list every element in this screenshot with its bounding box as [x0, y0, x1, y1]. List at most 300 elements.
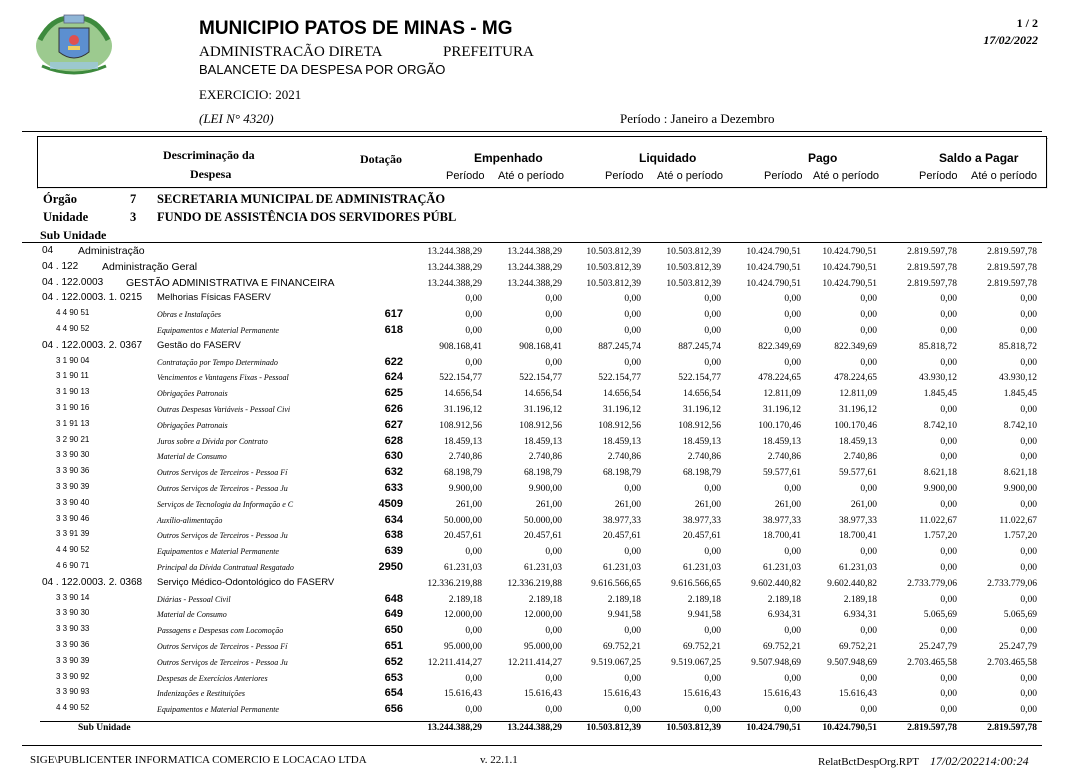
row-value: 15.616,43 — [444, 689, 482, 700]
row-value: 18.459,13 — [763, 436, 801, 447]
row-value: 0,00 — [784, 294, 801, 305]
row-code: 3 3 90 46 — [56, 513, 90, 523]
row-value: 0,00 — [704, 547, 721, 558]
row-value: 9.519.067,25 — [671, 657, 721, 668]
row-value: 12.000,00 — [524, 610, 562, 621]
header-divider — [22, 131, 1042, 132]
row-value: 0,00 — [860, 310, 877, 321]
row-value: 0,00 — [784, 484, 801, 494]
row-value: 0,00 — [1020, 499, 1037, 510]
row-description: Passagens e Despesas com Locomoção — [157, 626, 284, 636]
row-value: 68.198,79 — [444, 468, 482, 479]
row-value: 100.170,46 — [834, 420, 877, 431]
row-value: 261,00 — [694, 499, 721, 510]
row-value: 13.244.388,29 — [427, 278, 482, 289]
row-value: 10.503.812,39 — [586, 247, 641, 257]
row-value: 61.231,03 — [603, 563, 641, 573]
row-value: 8.621,18 — [1003, 468, 1037, 479]
row-value: 61.231,03 — [763, 563, 801, 573]
row-value: 0,00 — [624, 547, 641, 558]
row-value: 0,00 — [940, 405, 957, 415]
row-dotacao: 622 — [384, 355, 403, 368]
row-value: 0,00 — [940, 294, 957, 305]
unidade-name: FUNDO DE ASSISTÊNCIA DOS SERVIDORES PÚBL — [157, 210, 457, 224]
row-value: 14.656,54 — [683, 389, 721, 400]
row-description: Diárias - Pessoal Civil — [157, 594, 231, 604]
total-value: 10.424.790,51 — [746, 723, 801, 733]
row-value: 12.811,09 — [763, 389, 801, 400]
row-value: 0,00 — [465, 326, 482, 336]
row-value: 0,00 — [940, 673, 957, 684]
total-value: 13.244.388,29 — [427, 723, 482, 733]
row-value: 261,00 — [535, 499, 562, 510]
row-value: 25.247,79 — [999, 642, 1037, 652]
row-value: 14.656,54 — [603, 389, 641, 400]
row-description: Outras Despesas Variáveis - Pessoal Civi — [157, 405, 291, 414]
row-value: 1.757,20 — [1003, 531, 1037, 542]
sub-unidade-label: Sub Unidade — [40, 228, 107, 242]
row-value: 908.168,41 — [439, 341, 482, 352]
row-value: 2.819.597,78 — [987, 247, 1037, 257]
row-value: 38.977,33 — [683, 515, 721, 526]
col-descr-1: Descriminação da — [163, 148, 255, 162]
row-value: 2.819.597,78 — [987, 262, 1037, 273]
row-value: 13.244.388,29 — [427, 247, 482, 257]
report-date: 17/02/2022 — [983, 33, 1038, 47]
row-value: 12.211.414,27 — [427, 657, 482, 668]
row-value: 9.900,00 — [448, 484, 482, 494]
row-value: 0,00 — [545, 547, 562, 558]
row-value: 10.424.790,51 — [746, 247, 801, 257]
row-description: Material de Consumo — [157, 452, 227, 462]
row-value: 0,00 — [704, 484, 721, 494]
row-value: 0,00 — [784, 310, 801, 321]
row-value: 10.503.812,39 — [666, 278, 721, 289]
row-code: 04 — [42, 245, 54, 256]
row-value: 85.818,72 — [919, 341, 957, 352]
total-value: 13.244.388,29 — [507, 723, 562, 733]
row-value: 261,00 — [774, 499, 801, 510]
row-value: 908.168,41 — [519, 341, 562, 352]
row-value: 9.616.566,65 — [591, 578, 641, 589]
unidade-label: Unidade — [43, 210, 89, 224]
col-dotacao: Dotação — [360, 152, 402, 166]
row-code: 3 3 90 36 — [56, 466, 90, 476]
row-value: 43.930,12 — [919, 373, 957, 384]
row-value: 0,00 — [784, 357, 801, 368]
row-value: 522.154,77 — [598, 373, 641, 384]
row-value: 9.900,00 — [528, 484, 562, 494]
row-code: 3 1 90 16 — [56, 403, 90, 412]
row-value: 18.459,13 — [839, 436, 877, 447]
row-value: 0,00 — [1020, 689, 1037, 700]
row-value: 61.231,03 — [683, 563, 721, 573]
row-value: 0,00 — [1020, 563, 1037, 573]
balancete-label: BALANCETE DA DESPESA POR ORGÃO — [199, 62, 446, 77]
row-code: 3 3 90 30 — [56, 608, 90, 618]
row-value: 0,00 — [860, 484, 877, 494]
row-value: 108.912,56 — [678, 420, 721, 431]
row-value: 0,00 — [624, 326, 641, 336]
row-dotacao: 633 — [384, 482, 403, 494]
row-value: 1.845,45 — [1003, 389, 1037, 400]
row-value: 0,00 — [860, 326, 877, 336]
row-value: 9.507.948,69 — [827, 657, 877, 668]
orgao-label: Órgão — [43, 192, 78, 206]
row-value: 95.000,00 — [444, 642, 482, 652]
row-code: 3 3 90 36 — [56, 640, 90, 649]
row-value: 1.757,20 — [923, 531, 957, 542]
row-value: 18.459,13 — [683, 436, 721, 447]
row-value: 0,00 — [860, 294, 877, 305]
row-value: 478.224,65 — [758, 373, 801, 384]
row-value: 0,00 — [940, 452, 957, 463]
footer-company: SIGE\PUBLICENTER INFORMATICA COMERCIO E LOCACAO LTDA — [30, 754, 367, 766]
row-value: 5.065,69 — [923, 610, 957, 621]
row-value: 0,00 — [1020, 436, 1037, 447]
subcol-emp-ate: Até o período — [498, 170, 565, 182]
row-dotacao: 653 — [384, 671, 403, 684]
coat-of-arms-icon — [32, 10, 116, 78]
row-description: GESTÃO ADMINISTRATIVA E FINANCEIRA — [126, 276, 335, 289]
row-value: 0,00 — [784, 673, 801, 684]
row-code: 3 3 90 93 — [56, 687, 90, 697]
row-value: 2.819.597,78 — [987, 278, 1037, 289]
row-value: 12.211.414,27 — [507, 657, 562, 668]
row-description: Administração Geral — [102, 260, 198, 273]
row-value: 261,00 — [850, 499, 877, 510]
row-value: 887.245,74 — [678, 341, 721, 352]
row-code: 04 . 122.0003. 2. 0367 — [42, 339, 143, 351]
row-value: 10.503.812,39 — [586, 278, 641, 289]
total-value: 10.503.812,39 — [586, 723, 641, 733]
row-value: 0,00 — [1020, 294, 1037, 305]
row-value: 0,00 — [465, 357, 482, 368]
row-dotacao: 639 — [384, 545, 403, 558]
row-code: 3 3 91 39 — [56, 529, 90, 539]
row-value: 68.198,79 — [603, 468, 641, 479]
row-dotacao: 628 — [384, 434, 403, 447]
row-description: Gestão do FASERV — [157, 339, 241, 351]
row-value: 0,00 — [860, 547, 877, 558]
unidade-number: 3 — [130, 210, 137, 224]
row-value: 6.934,31 — [843, 610, 877, 621]
row-value: 0,00 — [1020, 547, 1037, 558]
row-value: 2.819.597,78 — [907, 262, 957, 273]
row-value: 15.616,43 — [603, 689, 641, 700]
row-value: 69.752,21 — [763, 642, 801, 652]
row-value: 43.930,12 — [999, 373, 1037, 384]
row-value: 2.189,18 — [767, 594, 801, 605]
row-value: 100.170,46 — [758, 420, 801, 431]
row-value: 0,00 — [940, 705, 957, 716]
row-value: 887.245,74 — [598, 341, 641, 352]
row-value: 25.247,79 — [919, 642, 957, 652]
row-code: 3 3 90 40 — [56, 497, 90, 507]
row-description: Obrigações Patronais — [157, 420, 228, 430]
row-value: 14.656,54 — [444, 389, 482, 400]
row-value: 2.740,86 — [687, 452, 721, 463]
row-value: 20.457,61 — [603, 531, 641, 542]
administracao-label: ADMINISTRACÃO DIRETA — [199, 44, 383, 60]
row-value: 108.912,56 — [519, 420, 562, 431]
row-value: 0,00 — [704, 673, 721, 684]
row-value: 0,00 — [784, 326, 801, 336]
row-value: 0,00 — [940, 357, 957, 368]
col-empenhado: Empenhado — [474, 151, 543, 165]
footer-report: RelatBctDespOrg.RPT — [818, 756, 919, 768]
row-value: 31.196,12 — [603, 405, 641, 415]
row-value: 0,00 — [1020, 452, 1037, 463]
row-value: 11.022,67 — [999, 515, 1037, 526]
row-value: 50.000,00 — [524, 515, 562, 526]
row-value: 13.244.388,29 — [507, 262, 562, 273]
row-value: 18.459,13 — [603, 436, 641, 447]
row-value: 0,00 — [465, 705, 482, 716]
row-value: 0,00 — [860, 357, 877, 368]
row-value: 15.616,43 — [683, 689, 721, 700]
row-value: 69.752,21 — [839, 642, 877, 652]
row-value: 12.336.219,88 — [507, 578, 562, 589]
row-value: 0,00 — [545, 326, 562, 336]
row-value: 18.459,13 — [524, 436, 562, 447]
row-value: 0,00 — [465, 294, 482, 305]
footer-divider — [22, 745, 1042, 746]
row-value: 0,00 — [704, 310, 721, 321]
row-value: 9.941,58 — [687, 610, 721, 621]
row-value: 0,00 — [624, 626, 641, 637]
row-dotacao: 4509 — [378, 497, 403, 510]
row-dotacao: 626 — [384, 403, 403, 415]
orgao-number: 7 — [130, 192, 137, 206]
row-description: Obras e Instalações — [157, 310, 221, 320]
row-value: 522.154,77 — [439, 373, 482, 384]
row-value: 2.740,86 — [448, 452, 482, 463]
row-value: 11.022,67 — [919, 515, 957, 526]
exercicio-label: EXERCICIO: 2021 — [199, 87, 302, 102]
row-value: 0,00 — [624, 673, 641, 684]
row-value: 9.900,00 — [1003, 484, 1037, 494]
row-dotacao: 650 — [384, 624, 403, 637]
row-value: 61.231,03 — [524, 563, 562, 573]
table-top-divider — [22, 242, 1042, 243]
row-code: 4 4 90 52 — [56, 703, 90, 713]
row-value: 10.503.812,39 — [666, 247, 721, 257]
row-value: 13.244.388,29 — [507, 278, 562, 289]
row-value: 2.740,86 — [607, 452, 641, 463]
row-value: 0,00 — [940, 310, 957, 321]
row-value: 0,00 — [704, 705, 721, 716]
row-value: 108.912,56 — [439, 420, 482, 431]
row-value: 9.616.566,65 — [671, 578, 721, 589]
row-dotacao: 2950 — [378, 561, 403, 573]
row-description: Administração — [78, 245, 145, 257]
row-value: 20.457,61 — [524, 531, 562, 542]
row-value: 0,00 — [545, 626, 562, 637]
row-value: 0,00 — [940, 547, 957, 558]
row-dotacao: 652 — [384, 655, 403, 668]
col-liquidado: Liquidado — [639, 151, 697, 165]
row-value: 2.740,86 — [843, 452, 877, 463]
row-value: 68.198,79 — [524, 468, 562, 479]
row-value: 12.811,09 — [839, 389, 877, 400]
row-dotacao: 618 — [384, 324, 403, 336]
row-value: 6.934,31 — [767, 610, 801, 621]
row-value: 0,00 — [545, 673, 562, 684]
row-code: 3 1 90 13 — [56, 387, 90, 397]
total-value: 2.819.597,78 — [987, 723, 1037, 733]
row-value: 0,00 — [624, 294, 641, 305]
row-description: Outros Serviços de Terceiros - Pessoa Fí — [157, 642, 288, 651]
row-value: 9.519.067,25 — [591, 657, 641, 668]
row-value: 50.000,00 — [444, 515, 482, 526]
row-value: 0,00 — [465, 547, 482, 558]
row-value: 0,00 — [860, 705, 877, 716]
row-code: 4 4 90 52 — [56, 324, 90, 333]
row-value: 31.196,12 — [524, 405, 562, 415]
row-value: 1.845,45 — [923, 389, 957, 400]
row-dotacao: 625 — [384, 387, 403, 400]
row-description: Serviço Médico-Odontológico do FASERV — [157, 576, 335, 588]
subcol-saldo-ate: Até o período — [971, 170, 1038, 182]
row-value: 0,00 — [465, 673, 482, 684]
row-value: 10.424.790,51 — [822, 262, 877, 273]
row-value: 31.196,12 — [683, 405, 721, 415]
orgao-name: SECRETARIA MUNICIPAL DE ADMINISTRAÇÃO — [157, 192, 446, 206]
row-value: 0,00 — [704, 626, 721, 637]
row-description: Serviços de Tecnologia da Informação e C — [157, 499, 294, 509]
row-code: 04 . 122.0003 — [42, 276, 104, 288]
row-value: 0,00 — [784, 547, 801, 558]
row-code: 3 3 90 30 — [56, 450, 90, 460]
row-value: 261,00 — [614, 499, 641, 510]
row-value: 2.189,18 — [687, 594, 721, 605]
row-value: 10.424.790,51 — [746, 262, 801, 273]
page-number: 1 / 2 — [1016, 16, 1038, 30]
row-code: 3 3 90 14 — [56, 592, 90, 602]
row-value: 9.507.948,69 — [751, 657, 801, 668]
row-description: Indenizações e Restituições — [157, 689, 245, 699]
row-value: 12.000,00 — [444, 610, 482, 621]
row-value: 69.752,21 — [683, 642, 721, 652]
row-value: 261,00 — [455, 499, 482, 510]
row-value: 2.733.779,06 — [907, 578, 957, 589]
row-value: 18.700,41 — [763, 531, 801, 542]
row-value: 61.231,03 — [444, 563, 482, 573]
footer-version: v. 22.1.1 — [480, 754, 518, 766]
row-value: 2.819.597,78 — [907, 278, 957, 289]
row-value: 0,00 — [940, 436, 957, 447]
row-code: 3 3 90 33 — [56, 624, 90, 634]
subcol-liq-ate: Até o período — [657, 170, 724, 182]
row-value: 9.602.440,82 — [827, 578, 877, 589]
row-value: 18.700,41 — [839, 531, 877, 542]
row-value: 85.818,72 — [999, 341, 1037, 352]
row-value: 15.616,43 — [524, 689, 562, 700]
row-value: 8.742,10 — [923, 420, 957, 431]
row-value: 0,00 — [1020, 326, 1037, 336]
row-description: Auxílio-alimentação — [157, 515, 223, 525]
row-description: Despesas de Exercícios Anteriores — [157, 673, 268, 683]
row-value: 0,00 — [940, 326, 957, 336]
row-value: 5.065,69 — [1003, 610, 1037, 621]
row-value: 0,00 — [940, 689, 957, 700]
row-dotacao: 634 — [384, 513, 403, 526]
row-value: 8.621,18 — [923, 468, 957, 479]
row-value: 2.189,18 — [528, 594, 562, 605]
row-value: 0,00 — [860, 673, 877, 684]
row-value: 69.752,21 — [603, 642, 641, 652]
row-value: 0,00 — [1020, 310, 1037, 321]
row-dotacao: 617 — [384, 308, 403, 321]
row-value: 0,00 — [465, 626, 482, 637]
row-value: 38.977,33 — [763, 515, 801, 526]
subcol-emp-periodo: Período — [446, 170, 485, 182]
row-value: 9.602.440,82 — [751, 578, 801, 589]
col-pago: Pago — [808, 151, 838, 165]
row-description: Outros Serviços de Terceiros - Pessoa Ju — [157, 657, 288, 667]
total-value: 10.503.812,39 — [666, 723, 721, 733]
row-code: 3 1 90 04 — [56, 355, 90, 365]
row-value: 108.912,56 — [598, 420, 641, 431]
row-value: 2.703.465,58 — [987, 657, 1037, 668]
row-value: 61.231,03 — [839, 563, 877, 573]
row-value: 10.424.790,51 — [746, 278, 801, 289]
row-value: 478.224,65 — [834, 373, 877, 384]
row-value: 15.616,43 — [839, 689, 877, 700]
total-value: 2.819.597,78 — [907, 723, 957, 733]
row-value: 0,00 — [624, 357, 641, 368]
row-value: 822.349,69 — [834, 341, 877, 352]
row-dotacao: 649 — [384, 608, 403, 621]
row-value: 14.656,54 — [524, 389, 562, 400]
row-code: 04 . 122.0003. 2. 0368 — [42, 576, 143, 588]
row-value: 0,00 — [1020, 357, 1037, 368]
row-description: Outros Serviços de Terceiros - Pessoa Ju — [157, 484, 288, 493]
row-code: 4 6 90 71 — [56, 561, 90, 570]
footer-stamp: 17/02/202214:00:24 — [930, 754, 1029, 768]
row-value: 0,00 — [624, 705, 641, 716]
row-value: 9.941,58 — [607, 610, 641, 621]
row-value: 10.503.812,39 — [666, 262, 721, 273]
row-description: Obrigações Patronais — [157, 389, 228, 399]
total-divider — [40, 721, 1042, 722]
row-code: 04 . 122.0003. 1. 0215 — [42, 292, 143, 304]
subcol-liq-periodo: Período — [605, 170, 644, 182]
row-value: 12.336.219,88 — [427, 578, 482, 589]
total-label: Sub Unidade — [78, 723, 131, 733]
row-code: 04 . 122 — [42, 260, 79, 272]
row-description: Juros sobre a Dívida por Contrato — [157, 436, 268, 446]
row-dotacao: 648 — [384, 592, 403, 605]
row-code: 4 4 90 52 — [56, 545, 90, 555]
row-value: 2.189,18 — [448, 594, 482, 605]
row-value: 0,00 — [545, 294, 562, 305]
row-description: Material de Consumo — [157, 610, 227, 620]
row-description: Equipamentos e Material Permanente — [157, 705, 279, 715]
row-description: Outros Serviços de Terceiros - Pessoa Fí — [157, 468, 288, 478]
row-dotacao: 656 — [384, 703, 403, 716]
row-description: Equipamentos e Material Permanente — [157, 326, 279, 335]
lei-label: (LEI N° 4320) — [199, 111, 274, 126]
row-value: 59.577,61 — [763, 468, 801, 479]
row-value: 822.349,69 — [758, 341, 801, 352]
row-value: 0,00 — [1020, 594, 1037, 605]
row-value: 38.977,33 — [839, 515, 877, 526]
row-value: 0,00 — [624, 484, 641, 494]
row-value: 31.196,12 — [444, 405, 482, 415]
row-value: 18.459,13 — [444, 436, 482, 447]
